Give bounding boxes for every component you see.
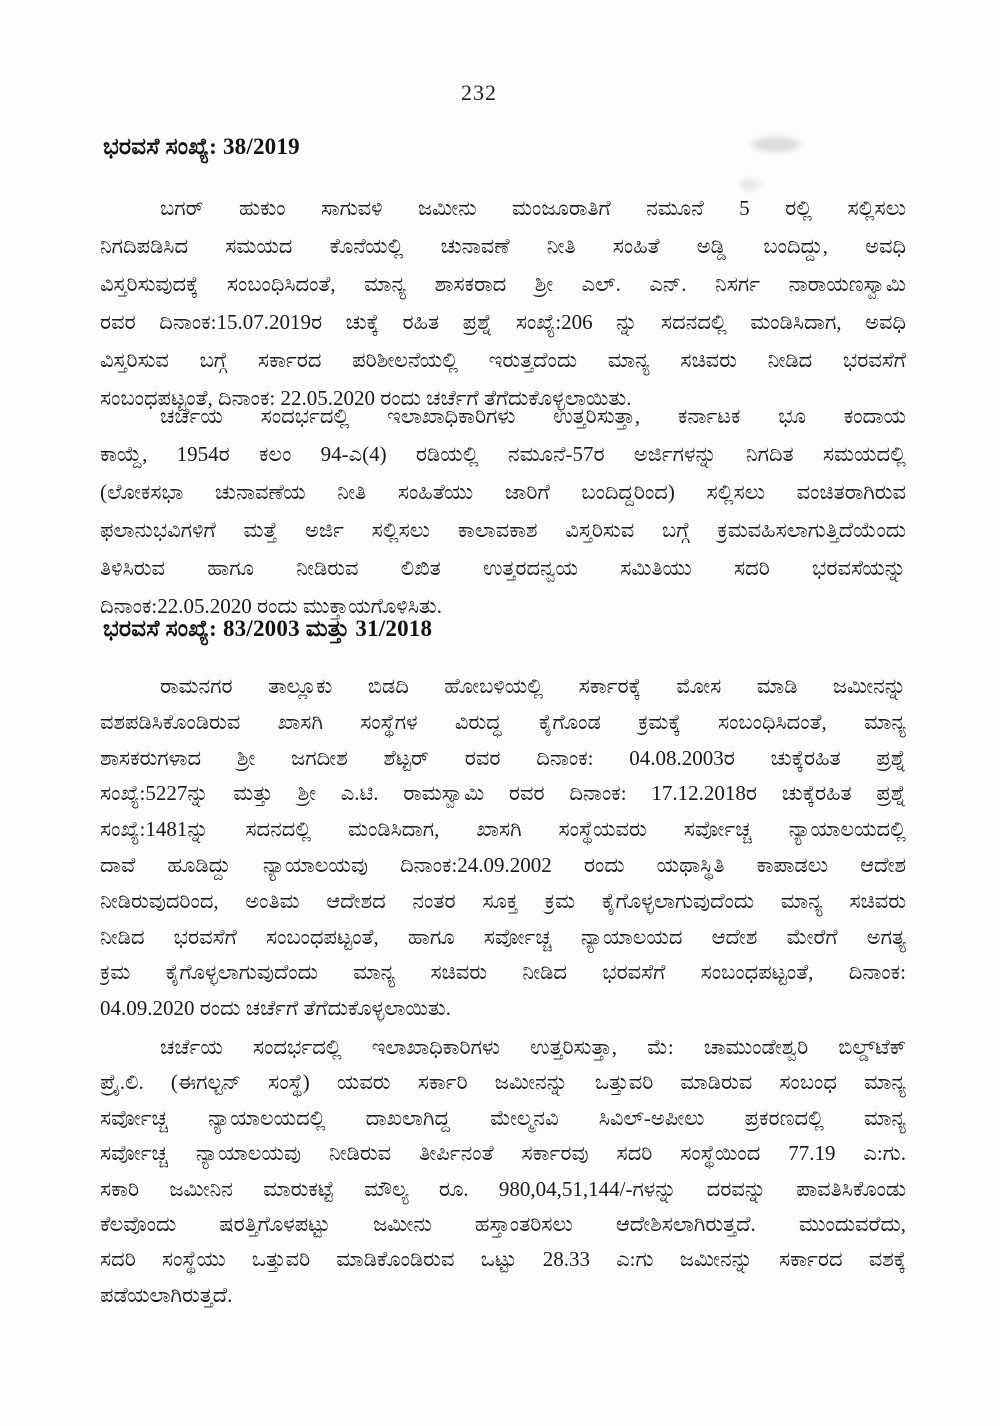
paragraph-line: ನೀಡಿರುವುದರಿಂದ, ಅಂತಿಮ ಆದೇಶದ ನಂತರ ಸೂಕ್ತ ಕ್ರಮ ಕೈಗೊಳ್ಳಲಾಗುವುದೆಂದು ಮಾನ್ಯ ಸಚಿವರು <box>100 888 906 913</box>
page-number: 232 <box>461 80 497 105</box>
paragraph-line: ದಾವೆ ಹೂಡಿದ್ದು ನ್ಯಾಯಾಲಯವು ದಿನಾಂಕ:24.09.2002 ರಂದು ಯಥಾಸ್ಥಿತಿ ಕಾಪಾಡಲು ಆದೇಶ <box>100 852 906 877</box>
paragraph-line: (ಲೋಕಸಭಾ ಚುನಾವಣೆಯ ನೀತಿ ಸಂಹಿತೆಯು ಜಾರಿಗೆ ಬಂದಿದ್ದರಿಂದ) ಸಲ್ಲಿಸಲು ವಂಚಿತರಾಗಿರುವ <box>100 480 906 504</box>
paragraph-line: ಶಾಸಕರುಗಳಾದ ಶ್ರೀ ಜಗದೀಶ ಶೆಟ್ಟರ್ ರವರ ದಿನಾಂಕ: 04.08.2003ರ ಚುಕ್ಕೆರಹಿತ ಪ್ರಶ್ನೆ <box>100 745 906 770</box>
heading-assurance-38-2019: ಭರವಸೆ ಸಂಖ್ಯೆ: 38/2019 <box>103 134 300 159</box>
paragraph-line: ತಿಳಿಸಿರುವ ಹಾಗೂ ನೀಡಿರುವ ಲಿಖಿತ ಉತ್ತರದನ್ವಯ ಸಮಿತಿಯು ಸದರಿ ಭರವಸೆಯನ್ನು <box>100 556 906 580</box>
paragraph-assurance-83-2003-discussion <box>100 1030 906 1313</box>
paragraph-line: ಪಡೆಯಲಾಗಿರುತ್ತದೆ. <box>100 1282 233 1307</box>
paragraph-line: ಕೆಲವೊಂದು ಷರತ್ತಿಗೊಳಪಟ್ಟು ಜಮೀನು ಹಸ್ತಾಂತರಿಸಲು ಆದೇಶಿಸಲಾಗಿರುತ್ತದೆ. ಮುಂದುವರೆದು, <box>100 1211 906 1236</box>
paragraph-line: ಕಾಯ್ದೆ, 1954ರ ಕಲಂ 94-ಎ(4) ರಡಿಯಲ್ಲಿ ನಮೂನೆ-57ರ ಅರ್ಜಿಗಳನ್ನು ನಿಗದಿತ ಸಮಯದಲ್ಲಿ <box>100 442 906 466</box>
paragraph-line: ಪ್ರೈ.ಲಿ. (ಈಗಲ್ಟನ್ ಸಂಸ್ಥೆ) ಯವರು ಸರ್ಕಾರಿ ಜಮೀನನ್ನು ಒತ್ತುವರಿ ಮಾಡಿರುವ ಸಂಬಂಧ ಮಾನ್ಯ <box>100 1070 906 1095</box>
paragraph-line: ದಿನಾಂಕ:22.05.2020 ರಂದು ಮುಕ್ತಾಯಗೊಳಿಸಿತು. <box>100 594 442 618</box>
paragraph-line: ಚರ್ಚೆಯ ಸಂದರ್ಭದಲ್ಲಿ ಇಲಾಖಾಧಿಕಾರಿಗಳು ಉತ್ತರಿಸುತ್ತಾ, ಕರ್ನಾಟಕ ಭೂ ಕಂದಾಯ <box>160 404 906 428</box>
paragraph-line: ಸಂಬಂಧಪಟ್ಟಂತೆ, ದಿನಾಂಕ: 22.05.2020 ರಂದು ಚರ್ಚೆಗೆ ತೆಗೆದುಕೊಳ್ಳಲಾಯಿತು. <box>100 386 632 410</box>
paragraph-line: ಫಲಾನುಭವಿಗಳಿಗೆ ಮತ್ತೆ ಅರ್ಜಿ ಸಲ್ಲಿಸಲು ಕಾಲಾವಕಾಶ ವಿಸ್ತರಿಸುವ ಬಗ್ಗೆ ಕ್ರಮವಹಿಸಲಾಗುತ್ತಿದೆಯೆಂದು <box>100 518 906 542</box>
paragraph-line: ಸಂಖ್ಯೆ:5227ನ್ನು ಮತ್ತು ಶ್ರೀ ಎ.ಟಿ. ರಾಮಸ್ವಾಮಿ ರವರ ದಿನಾಂಕ: 17.12.2018ರ ಚುಕ್ಕೆರಹಿತ ಪ್ರಶ್ನೆ <box>100 781 906 806</box>
paragraph-line: ಸದರಿ ಸಂಸ್ಥೆಯು ಒತ್ತುವರಿ ಮಾಡಿಕೊಂಡಿರುವ ಒಟ್ಟು 28.33 ಎ:ಗು ಜಮೀನನ್ನು ಸರ್ಕಾರದ ವಶಕ್ಕೆ <box>100 1247 906 1272</box>
heading-assurance-83-2003-31-2018: ಭರವಸೆ ಸಂಖ್ಯೆ: 83/2003 ಮತ್ತು 31/2018 <box>103 616 433 641</box>
paragraph-line: ಸರ್ವೋಚ್ಚ ನ್ಯಾಯಾಲಯದಲ್ಲಿ ದಾಖಲಾಗಿದ್ದ ಮೇಲ್ಮನವಿ ಸಿವಿಲ್-ಅಪೀಲು ಪ್ರಕರಣದಲ್ಲಿ ಮಾನ್ಯ <box>100 1105 906 1130</box>
paragraph-line: ಸಕಾರಿ ಜಮೀನಿನ ಮಾರುಕಟ್ಟೆ ಮೌಲ್ಯ ರೂ. 980,04,51,144/-ಗಳನ್ನು ದರವನ್ನು ಪಾವತಿಸಿಕೊಂಡು <box>100 1176 906 1201</box>
paragraph-line: ವಿಸ್ತರಿಸುವುದಕ್ಕೆ ಸಂಬಂಧಿಸಿದಂತೆ, ಮಾನ್ಯ ಶಾಸಕರಾದ ಶ್ರೀ ಎಲ್. ಎನ್. ನಿಸರ್ಗ ನಾರಾಯಣಸ್ವಾಮಿ <box>100 272 906 296</box>
paragraph-line: ನೀಡಿದ ಭರವಸೆಗೆ ಸಂಬಂಧಪಟ್ಟಂತೆ, ಹಾಗೂ ಸರ್ವೋಚ್ಚ ನ್ಯಾಯಾಲಯದ ಆದೇಶ ಮೇರೆಗೆ ಅಗತ್ಯ <box>100 924 906 949</box>
paragraph-line: ಬಗರ್ ಹುಕುಂ ಸಾಗುವಳಿ ಜಮೀನು ಮಂಜೂರಾತಿಗೆ ನಮೂನೆ 5 ರಲ್ಲಿ ಸಲ್ಲಿಸಲು <box>160 196 906 220</box>
paragraph-assurance-38-2019-intro <box>100 189 906 417</box>
paragraph-line: ಕ್ರಮ ಕೈಗೊಳ್ಳಲಾಗುವುದೆಂದು ಮಾನ್ಯ ಸಚಿವರು ನೀಡಿದ ಭರವಸೆಗೆ ಸಂಬಂಧಪಟ್ಟಂತೆ, ದಿನಾಂಕ: <box>100 960 906 985</box>
paragraph-assurance-38-2019-discussion <box>100 397 906 625</box>
paragraph-assurance-83-2003-intro <box>100 669 906 1027</box>
paragraph-line: ರವರ ದಿನಾಂಕ:15.07.2019ರ ಚುಕ್ಕೆ ರಹಿತ ಪ್ರಶ್ನೆ ಸಂಖ್ಯೆ:206 ನ್ನು ಸದನದಲ್ಲಿ ಮಂಡಿಸಿದಾಗ, ಅವಧಿ <box>100 310 906 334</box>
paragraph-line: ಚರ್ಚೆಯ ಸಂದರ್ಭದಲ್ಲಿ ಇಲಾಖಾಧಿಕಾರಿಗಳು ಉತ್ತರಿಸುತ್ತಾ, ಮೆ: ಚಾಮುಂಡೇಶ್ವರಿ ಬಿಲ್ಡ್‌ಟೆಕ್ <box>160 1035 906 1059</box>
paragraph-line: ವಶಪಡಿಸಿಕೊಂಡಿರುವ ಖಾಸಗಿ ಸಂಸ್ಥೆಗಳ ವಿರುದ್ಧ ಕೈಗೊಂಡ ಕ್ರಮಕ್ಕೆ ಸಂಬಂಧಿಸಿದಂತೆ, ಮಾನ್ಯ <box>100 709 906 734</box>
paragraph-line: 04.09.2020 ರಂದು ಚರ್ಚೆಗೆ ತೆಗೆದುಕೊಳ್ಳಲಾಯಿತು. <box>100 996 451 1021</box>
paragraph-line: ರಾಮನಗರ ತಾಲ್ಲೂಕು ಬಿಡದಿ ಹೋಬಳಿಯಲ್ಲಿ ಸರ್ಕಾರಕ್ಕೆ ಮೋಸ ಮಾಡಿ ಜಮೀನನ್ನು <box>160 674 906 698</box>
scan-smudge <box>752 137 800 152</box>
paragraph-line: ವಿಸ್ತರಿಸುವ ಬಗ್ಗೆ ಸರ್ಕಾರದ ಪರಿಶೀಲನೆಯಲ್ಲಿ ಇರುತ್ತದೆಂದು ಮಾನ್ಯ ಸಚಿವರು ನೀಡಿದ ಭರವಸೆಗೆ <box>100 348 906 372</box>
paragraph-line: ನಿಗದಿಪಡಿಸಿದ ಸಮಯದ ಕೊನೆಯಲ್ಲಿ ಚುನಾವಣೆ ನೀತಿ ಸಂಹಿತೆ ಅಡ್ಡಿ ಬಂದಿದ್ದು, ಅವಧಿ <box>100 234 906 258</box>
paragraph-line: ಸರ್ವೋಚ್ಚ ನ್ಯಾಯಾಲಯವು ನೀಡಿರುವ ತೀರ್ಪಿನಂತೆ ಸರ್ಕಾರವು ಸದರಿ ಸಂಸ್ಥೆಯಿಂದ 77.19 ಎ:ಗು. <box>100 1141 906 1166</box>
paragraph-line: ಸಂಖ್ಯೆ:1481ನ್ನು ಸದನದಲ್ಲಿ ಮಂಡಿಸಿದಾಗ, ಖಾಸಗಿ ಸಂಸ್ಥೆಯವರು ಸರ್ವೋಚ್ಚ ನ್ಯಾಯಾಲಯದಲ್ಲಿ <box>100 817 906 842</box>
